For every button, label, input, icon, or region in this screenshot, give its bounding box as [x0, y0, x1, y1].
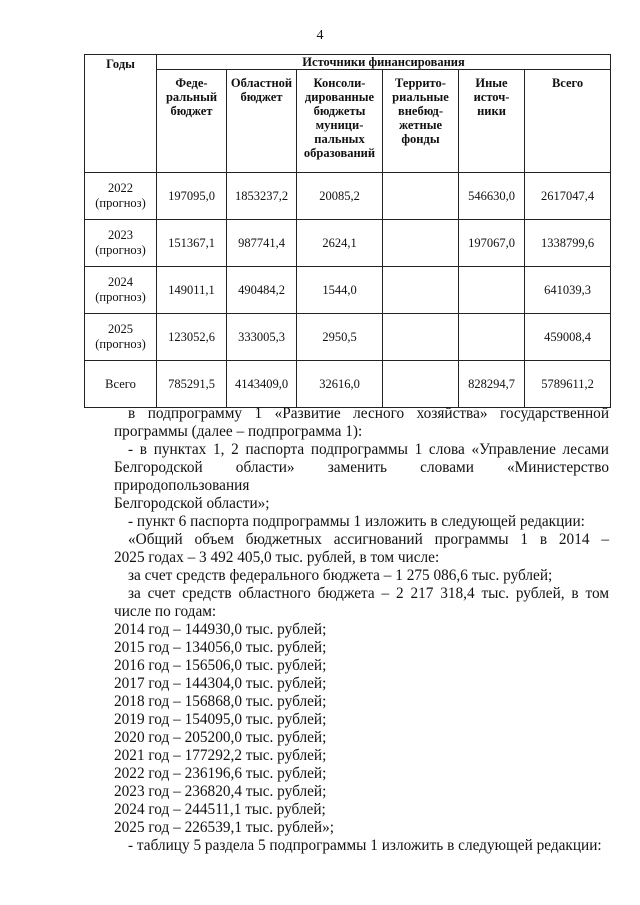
cell-territorial — [383, 314, 459, 361]
header-municipal-budgets: Консоли- дированные бюджеты муници- пальных образований — [297, 70, 383, 173]
paragraph-line: за счет средств областного бюджета – 2 217 318,4 тыс. рублей, в том — [128, 585, 609, 602]
cell-total: 459008,4 — [525, 314, 611, 361]
paragraph-line: числе по годам: — [114, 603, 217, 620]
table-row — [85, 220, 611, 267]
year-line: 2015 год – 134056,0 тыс. рублей; — [114, 639, 327, 656]
cell-other: 197067,0 — [459, 220, 525, 267]
year-line: 2024 год – 244511,1 тыс. рублей; — [114, 801, 326, 818]
cell-municipal: 32616,0 — [297, 361, 383, 408]
paragraph-line: в подпрограмму 1 «Развитие лесного хозяйства» государственной — [128, 405, 609, 422]
cell-other — [459, 267, 525, 314]
row-year: 2022 (прогноз) — [85, 173, 157, 220]
cell-total: 2617047,4 — [525, 173, 611, 220]
cell-federal: 197095,0 — [157, 173, 227, 220]
page-number: 4 — [316, 28, 324, 43]
cell-regional: 4143409,0 — [227, 361, 297, 408]
paragraph-line: «Общий объем бюджетных ассигнований программы 1 в 2014 – — [128, 531, 609, 548]
cell-federal: 151367,1 — [157, 220, 227, 267]
paragraph-line: 2025 годах – 3 492 405,0 тыс. рублей, в том числе: — [114, 549, 440, 566]
cell-federal: 123052,6 — [157, 314, 227, 361]
year-line: 2016 год – 156506,0 тыс. рублей; — [114, 657, 327, 674]
header-regional-budget: Областной бюджет — [227, 70, 297, 173]
year-line: 2021 год – 177292,2 тыс. рублей; — [114, 747, 327, 764]
cell-municipal: 2950,5 — [297, 314, 383, 361]
year-line: 2022 год – 236196,6 тыс. рублей; — [114, 765, 327, 782]
cell-other — [459, 314, 525, 361]
year-line: 2020 год – 205200,0 тыс. рублей; — [114, 729, 327, 746]
year-line: 2018 год – 156868,0 тыс. рублей; — [114, 693, 327, 710]
year-line: 2017 год – 144304,0 тыс. рублей; — [114, 675, 327, 692]
cell-total: 5789611,2 — [525, 361, 611, 408]
header-years: Годы — [85, 55, 157, 173]
paragraph-line: Белгородской области» заменить словами «Министерство природопользования — [114, 459, 609, 494]
financing-table — [84, 54, 611, 408]
table-row-total — [85, 361, 611, 408]
row-year: Всего — [85, 361, 157, 408]
cell-municipal: 20085,2 — [297, 173, 383, 220]
row-year: 2025 (прогноз) — [85, 314, 157, 361]
cell-other: 546630,0 — [459, 173, 525, 220]
header-territorial-funds: Террито- риальные внебюд- жетные фонды — [383, 70, 459, 173]
cell-total: 641039,3 — [525, 267, 611, 314]
header-financing-sources: Источники финансирования — [157, 55, 611, 70]
paragraph-line: - пункт 6 паспорта подпрограммы 1 изложить в следующей редакции: — [128, 513, 585, 530]
cell-territorial — [383, 267, 459, 314]
paragraph-line: программы (далее – подпрограмма 1): — [114, 423, 363, 440]
cell-territorial — [383, 220, 459, 267]
row-year: 2023 (прогноз) — [85, 220, 157, 267]
cell-regional: 490484,2 — [227, 267, 297, 314]
cell-regional: 987741,4 — [227, 220, 297, 267]
cell-other: 828294,7 — [459, 361, 525, 408]
row-year: 2024 (прогноз) — [85, 267, 157, 314]
year-line: 2025 год – 226539,1 тыс. рублей»; — [114, 819, 334, 836]
header-federal-budget: Феде- ральный бюджет — [157, 70, 227, 173]
paragraph-line: - в пунктах 1, 2 паспорта подпрограммы 1 слова «Управление лесами — [128, 441, 609, 458]
year-line: 2014 год – 144930,0 тыс. рублей; — [114, 621, 327, 638]
cell-territorial — [383, 173, 459, 220]
cell-total: 1338799,6 — [525, 220, 611, 267]
cell-federal: 785291,5 — [157, 361, 227, 408]
table-row — [85, 314, 611, 361]
cell-territorial — [383, 361, 459, 408]
header-other-sources: Иные источ- ники — [459, 70, 525, 173]
table-row — [85, 173, 611, 220]
paragraph-line: - таблицу 5 раздела 5 подпрограммы 1 изложить в следующей редакции: — [128, 837, 602, 854]
document-body — [114, 405, 609, 855]
header-total: Всего — [525, 70, 611, 173]
cell-municipal: 1544,0 — [297, 267, 383, 314]
year-line: 2019 год – 154095,0 тыс. рублей; — [114, 711, 327, 728]
year-line: 2023 год – 236820,4 тыс. рублей; — [114, 783, 327, 800]
table-row — [85, 267, 611, 314]
cell-regional: 1853237,2 — [227, 173, 297, 220]
paragraph-line: за счет средств федерального бюджета – 1 275 086,6 тыс. рублей; — [128, 567, 553, 584]
paragraph-line: Белгородской области»; — [114, 495, 270, 512]
cell-federal: 149011,1 — [157, 267, 227, 314]
cell-regional: 333005,3 — [227, 314, 297, 361]
cell-municipal: 2624,1 — [297, 220, 383, 267]
